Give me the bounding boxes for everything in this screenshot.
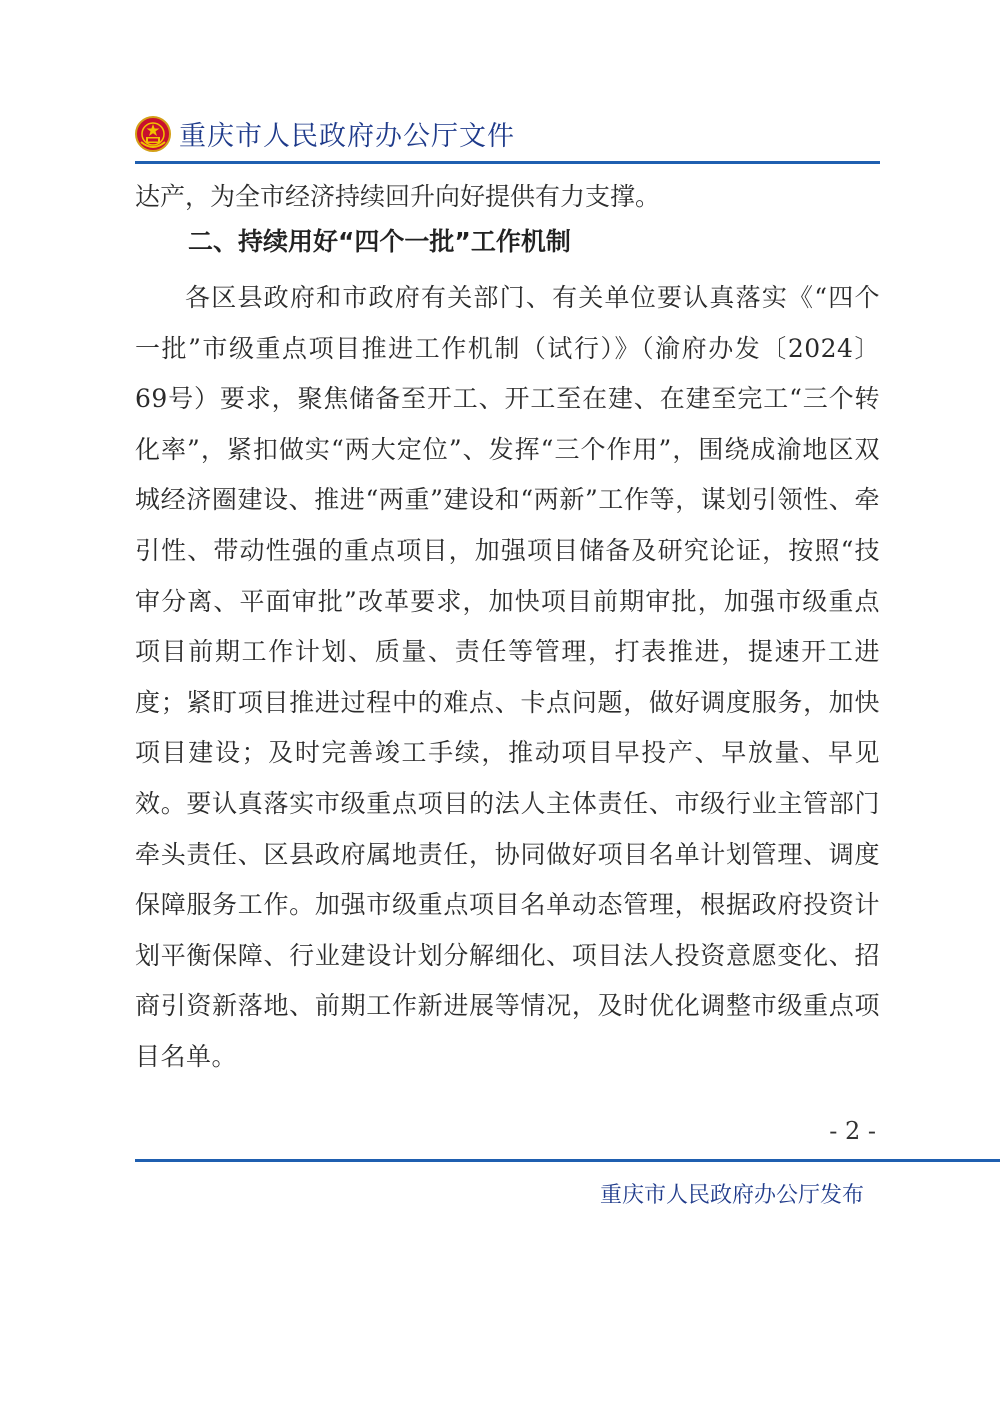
lead-text: 达产，为全市经济持续回升向好提供有力支撑。 [135,182,661,211]
footer-publisher: 重庆市人民政府办公厅发布 [599,1183,864,1208]
footer-divider [135,1159,1000,1162]
section-heading: 二、持续用好“四个一批”工作机制 [188,227,571,256]
national-emblem-icon [135,116,171,152]
header-divider [135,161,880,164]
document-header [135,112,880,164]
header-title: 重庆市人民政府办公厅文件 [179,121,515,152]
page-number: - 2 - [829,1117,876,1145]
body-paragraph: 各区县政府和市政府有关部门、有关单位要认真落实《“四个一批”市级重点项目推进工作机制（试行）》（渝府办发〔2024〕69号）要求，聚焦储备至开工、开工至在建、在建至完工“三个转化率”，紧扣做实“两大定位”、发挥“三个作用”，围绕成渝地区双城经济圈建设、推进“两重”建设和“两新”工作等，谋划引领性、牵引性、带动性强的重点项目，加强项目储备及研究论证，按照“技审分离、平面审批”改革要求，加快项目前期审批，加强市级重点项目前期工作计划、质量、责任等管理，打表推进，提速开工进度；紧盯项目推进过程中的难点、卡点问题，做好调度服务，加快项目建设；及时完善竣工手续，推动项目早投产、早放量、早见效。要认真落实市级重点项目的法人主体责任、市级行业主管部门牵头责任、区县政府属地责任，协同做好项目名单计划管理、调度保障服务工作。加强市级重点项目名单动态管理，根据政府投资计划平衡保障、行业建设计划分解细化、项目法人投资意愿变化、招商引资新落地、前期工作新进展等情况，及时优化调整市级重点项目名单。 [135,283,880,1071]
